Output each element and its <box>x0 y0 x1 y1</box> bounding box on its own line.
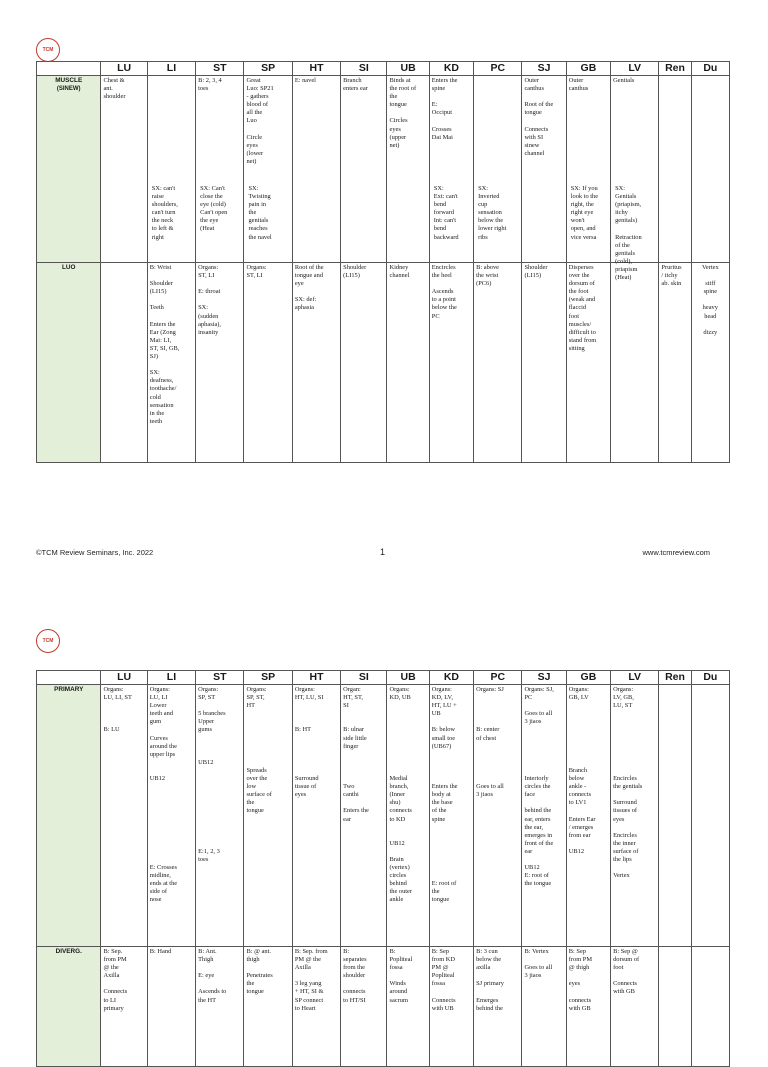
table-cell: Organs: LU, LI, ST B: LU <box>101 685 147 947</box>
table-cell: B: Sep. from PM @ the Axilla Connects to LI primary <box>101 947 147 1067</box>
divergent-row <box>37 947 730 1067</box>
col-header: LV <box>611 62 659 76</box>
page-number: 1 <box>380 547 386 557</box>
col-header: Du <box>691 671 729 685</box>
table-cell <box>659 947 691 1067</box>
table-cell: B: 2, 3, 4 toes SX: Can't close the eye (cold) Can't open the eye (Heat <box>196 76 244 263</box>
table-cell: Great Luo: SP21 - gathers blood of all the Luo Circle eyes (lower net) SX: Twisting pain in the genitals reaches the navel <box>244 76 292 263</box>
muscle-luo-table <box>36 61 730 463</box>
table-cell: Binds at the root of the tongue Circles eyes (upper net) <box>387 76 429 263</box>
table-cell: B: Vertex Goes to all 3 jiaos <box>522 947 566 1067</box>
col-header: LU <box>101 671 147 685</box>
table-cell: B: separates from the shoulder connects to HT/SI <box>341 947 387 1067</box>
table-cell: Organs: SJ B: center of chest Goes to all 3 jiaos <box>474 685 522 947</box>
col-header: LV <box>611 671 659 685</box>
col-header: UB <box>387 671 429 685</box>
table-cell: SX: Inverted cup sensation below the lower right ribs <box>474 76 522 263</box>
table-cell <box>101 263 147 463</box>
primary-row <box>37 685 730 947</box>
col-header: HT <box>292 671 340 685</box>
table-cell: B: Hand <box>147 947 195 1067</box>
table-cell: Organs: LV, GB, LU, ST Encircles the genitals Surround tissues of eyes Encircles the inner surface of the lips Vertex <box>611 685 659 947</box>
table-cell: Shoulder (LI15) <box>522 263 566 463</box>
table-cell: B: above the wrist (PC6) <box>474 263 522 463</box>
primary-divergent-table <box>36 670 730 1067</box>
table-cell: Genitals SX: Genitals (priapism, itchy genitals) Retraction of the genitals (cold), priapism (Heat) <box>611 76 659 263</box>
table-cell <box>691 685 729 947</box>
col-header: SJ <box>522 62 566 76</box>
col-header: LI <box>147 62 195 76</box>
col-header: SJ <box>522 671 566 685</box>
table-cell: Outer canthus SX: If you look to the right, the right eye won't open, and vice versa <box>566 76 610 263</box>
col-header: HT <box>292 62 340 76</box>
header-row <box>37 62 730 76</box>
table-cell <box>691 76 729 263</box>
col-header: ST <box>196 62 244 76</box>
table-cell: B: Sep from PM @ thigh eyes connects with GB <box>566 947 610 1067</box>
table-cell: B: Popliteal fossa Winds around sacrum <box>387 947 429 1067</box>
table-cell: Organ: HT, ST, SI B: ulnar side little finger Two canthi Enters the ear <box>341 685 387 947</box>
table-cell: Outer canthus Root of the tongue Connects with SI sinew channel <box>522 76 566 263</box>
col-header: PC <box>474 62 522 76</box>
table-cell: B: Sep @ dorsum of foot Connects with GB <box>611 947 659 1067</box>
col-header: LU <box>101 62 147 76</box>
col-header: SP <box>244 62 292 76</box>
table-cell: Pruritus / itchy ab. skin <box>659 263 691 463</box>
header-row <box>37 671 730 685</box>
table-cell: Organs: ST, LI <box>244 263 292 463</box>
table-cell: Vertex stiff spine heavy head dizzy <box>691 263 729 463</box>
col-header: PC <box>474 671 522 685</box>
col-header: KD <box>429 62 473 76</box>
table-cell <box>691 947 729 1067</box>
table-cell: Root of the tongue and eye SX: def: aphasia <box>292 263 340 463</box>
table-cell: SX: can't raise shoulders, can't turn the neck to left & right <box>147 76 195 263</box>
table-cell: Kidney channel <box>387 263 429 463</box>
table-cell <box>611 263 659 463</box>
table-cell <box>659 76 691 263</box>
luo-row <box>37 263 730 463</box>
col-header: KD <box>429 671 473 685</box>
table-cell: Chest & ant. shoulder <box>101 76 147 263</box>
col-header: GB <box>566 62 610 76</box>
table-cell: Organs: GB, LV Branch below ankle - connects to LV1 Enters Ear / emerges from ear UB12 <box>566 685 610 947</box>
table-cell: B: Wrist Shoulder (LI15) Teeth Enters the Ear (Zong Mai: LI, ST, SI, GB, SJ) SX: deafness, toothache/ cold sensation in the teeth <box>147 263 195 463</box>
tcm-logo-icon: TCM <box>36 629 60 653</box>
table-cell: Organs: ST, LI E: throat SX: (sudden aphasia), insanity <box>196 263 244 463</box>
corner-cell <box>37 671 101 685</box>
table-cell <box>659 685 691 947</box>
muscle-row <box>37 76 730 263</box>
table-cell: B: 3 cun below the axilla SJ primary Emerges behind the <box>474 947 522 1067</box>
col-header: SI <box>341 62 387 76</box>
col-header: ST <box>196 671 244 685</box>
col-header: Ren <box>659 62 691 76</box>
table-cell: B: Ant. Thigh E: eye Ascends to the HT <box>196 947 244 1067</box>
corner-cell <box>37 62 101 76</box>
tcm-logo-icon: TCM <box>36 38 60 62</box>
table-cell: Organs: HT, LU, SI B: HT Surround tissue of eyes <box>292 685 340 947</box>
table-cell: Disperses over the dorsum of the foot (weak and flaccid foot muscles/ difficult to stand from sitting <box>566 263 610 463</box>
table-cell: Organs: SP, ST 5 branches Upper gums UB12 E:1, 2, 3 toes <box>196 685 244 947</box>
table-cell: Organs: KD, LV, HT, LU + UB B: below small toe (UB67) Enters the body at the base of the spine E: root of the tongue <box>429 685 473 947</box>
col-header: LI <box>147 671 195 685</box>
table-cell: Enters the spine E: Occiput Crosses Dai Mai SX: Ext: can't bend forward Int: can't bend backward <box>429 76 473 263</box>
footer-website-link[interactable]: www.tcmreview.com <box>642 548 710 557</box>
col-header: UB <box>387 62 429 76</box>
col-header: Ren <box>659 671 691 685</box>
table-cell: Encircles the heel Ascends to a point below the PC <box>429 263 473 463</box>
col-header: Du <box>691 62 729 76</box>
table-cell: B: Sep. from PM @ the Axilla 3 leg yang + HT, SI & SP connect to Heart <box>292 947 340 1067</box>
page-gap <box>0 580 768 612</box>
col-header: SP <box>244 671 292 685</box>
row-label-luo: LUO <box>37 263 101 463</box>
table-cell: Organs: LU, LI Lower teeth and gum Curves around the upper lips UB12 E: Crosses midline, ends at the side of nose <box>147 685 195 947</box>
table-cell: B: @ ant. thigh Penetrates the tongue <box>244 947 292 1067</box>
col-header: GB <box>566 671 610 685</box>
row-label-muscle: MUSCLE (SINEW) <box>37 76 101 263</box>
table-cell: Organs: SP, ST, HT Spreads over the low surface of the tongue <box>244 685 292 947</box>
col-header: SI <box>341 671 387 685</box>
footer-copyright: ©TCM Review Seminars, Inc. 2022 <box>36 548 154 557</box>
table-cell: Shoulder (LI15) <box>341 263 387 463</box>
table-cell: Organs: KD, UB Medial branch, (Inner shu) connects to KD UB12 Brain (vertex) circles behind the outer ankle <box>387 685 429 947</box>
table-cell: Organs: SJ, PC Goes to all 3 jiaos Interiorly circles the face behind the ear, enters the ear, emerges in front of the ear UB12 E: root of the tongue <box>522 685 566 947</box>
table-cell: Branch enters ear <box>341 76 387 263</box>
table-cell: E: navel <box>292 76 340 263</box>
table-cell: B: Sep from KD PM @ Popliteal fossa Connects with UB <box>429 947 473 1067</box>
page-2 <box>0 612 768 1024</box>
row-label-divergent: DIVERG. <box>37 947 101 1067</box>
row-label-primary: PRIMARY <box>37 685 101 947</box>
